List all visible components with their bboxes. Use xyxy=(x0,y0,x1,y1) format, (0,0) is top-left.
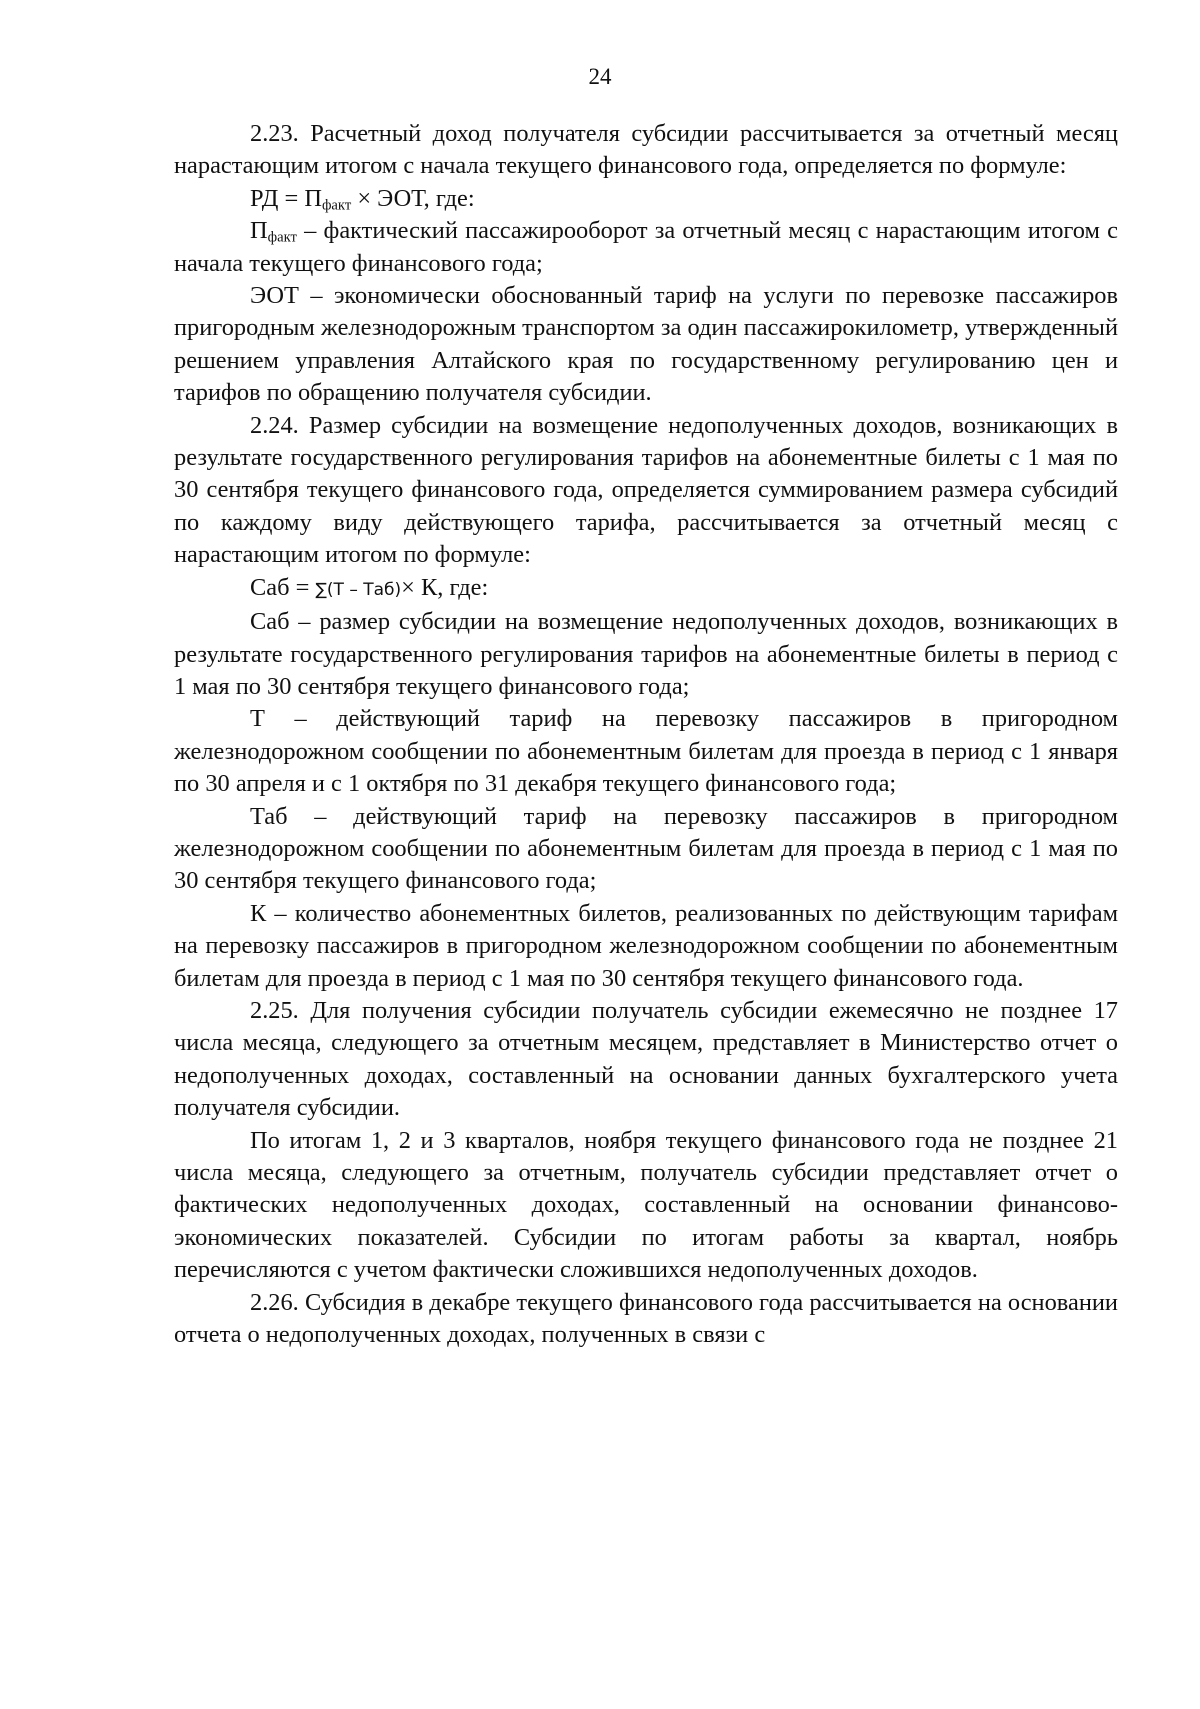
section-2-26-paragraph-1: 2.26. Субсидия в декабре текущего финансового года рассчитывается на основании отчета о недополученных доходах, полученных в связи с xyxy=(174,1288,1118,1349)
formula-rd-lhs: РД = П xyxy=(250,184,322,212)
section-2-24-intro: 2.24. Размер субсидии на возмещение недополученных доходов, возникающих в результате государственного регулирования тарифов на абонементные билеты с 1 мая по 30 сентября текущего финансового года, определяется суммированием размера субсидий по каждому виду действующего тарифа, рассчитывается за отчетный месяц с нарастающим итогом по формуле: xyxy=(174,411,1118,569)
formula-sab-rhs: × К, где: xyxy=(401,573,489,601)
definition-tab: Таб – действующий тариф на перевозку пассажиров в пригородном железнодорожном сообщении по абонементным билетам для проезда в период с 1 мая по 30 сентября текущего финансового года; xyxy=(174,802,1118,895)
definition-eot: ЭОТ – экономически обоснованный тариф на услуги по перевозке пассажиров пригородным железнодорожным транспортом за один пассажирокилометр, утвержденный решением управления Алтайского края по государственному регулированию цен и тарифов по обращению получателя субсидии. xyxy=(174,282,1118,407)
document-body xyxy=(174,118,1118,1351)
definition-t: Т – действующий тариф на перевозку пассажиров в пригородном железнодорожном сообщении по абонементным билетам для проезда в период с 1 января по 30 апреля и с 1 октября по 31 декабря текущего финансового года; xyxy=(174,705,1118,798)
section-2-25-paragraph-1: 2.25. Для получения субсидии получатель субсидии ежемесячно не позднее 17 числа месяца, следующего за отчетным месяцем, представляет в Министерство отчет о недополученных доходах, составленный на основании данных бухгалтерского учета получателя субсидии. xyxy=(174,996,1118,1122)
formula-rd-rhs: × ЭОТ, где: xyxy=(351,184,475,212)
formula-sab xyxy=(174,572,1118,606)
formula-rd xyxy=(174,183,1118,215)
section-2-25-paragraph-2: По итогам 1, 2 и 3 кварталов, ноября текущего финансового года не позднее 21 числа месяца, следующего за отчетным, получатель субсидии представляет отчет о фактических недополученных доходах, составленный на основании финансово-экономических показателей. Субсидии по итогам работы за квартал, ноябрь перечисляются с учетом фактически сложившихся недополученных доходов. xyxy=(174,1126,1118,1284)
definition-p-fakt-symbol: П xyxy=(250,217,268,245)
section-2-23-intro: 2.23. Расчетный доход получателя субсидии рассчитывается за отчетный месяц нарастающим итогом с начала текущего финансового года, определяется по формуле: xyxy=(174,120,1118,180)
page-number: 24 xyxy=(588,64,612,89)
formula-sab-sum: ∑(Т – Таб) xyxy=(315,579,402,600)
formula-rd-subscript: факт xyxy=(321,197,352,214)
definition-sab: Саб – размер субсидии на возмещение недополученных доходов, возникающих в результате государственного регулирования тарифов на абонементные билеты в период с 1 мая по 30 сентября текущего финансового года; xyxy=(174,608,1118,700)
definition-p-fakt-subscript: факт xyxy=(267,229,297,246)
definition-p-fakt-text: – фактический пассажирооборот за отчетный месяц с нарастающим итогом с начала текущего финансового года; xyxy=(174,217,1118,277)
definition-k: К – количество абонементных билетов, реализованных по действующим тарифам на перевозку пассажиров в пригородном железнодорожном сообщении по абонементным билетам для проезда в период с 1 мая по 30 сентября текущего финансового года. xyxy=(174,899,1118,992)
formula-sab-lhs: Саб = xyxy=(250,573,316,601)
definition-p-fakt xyxy=(174,215,1118,280)
